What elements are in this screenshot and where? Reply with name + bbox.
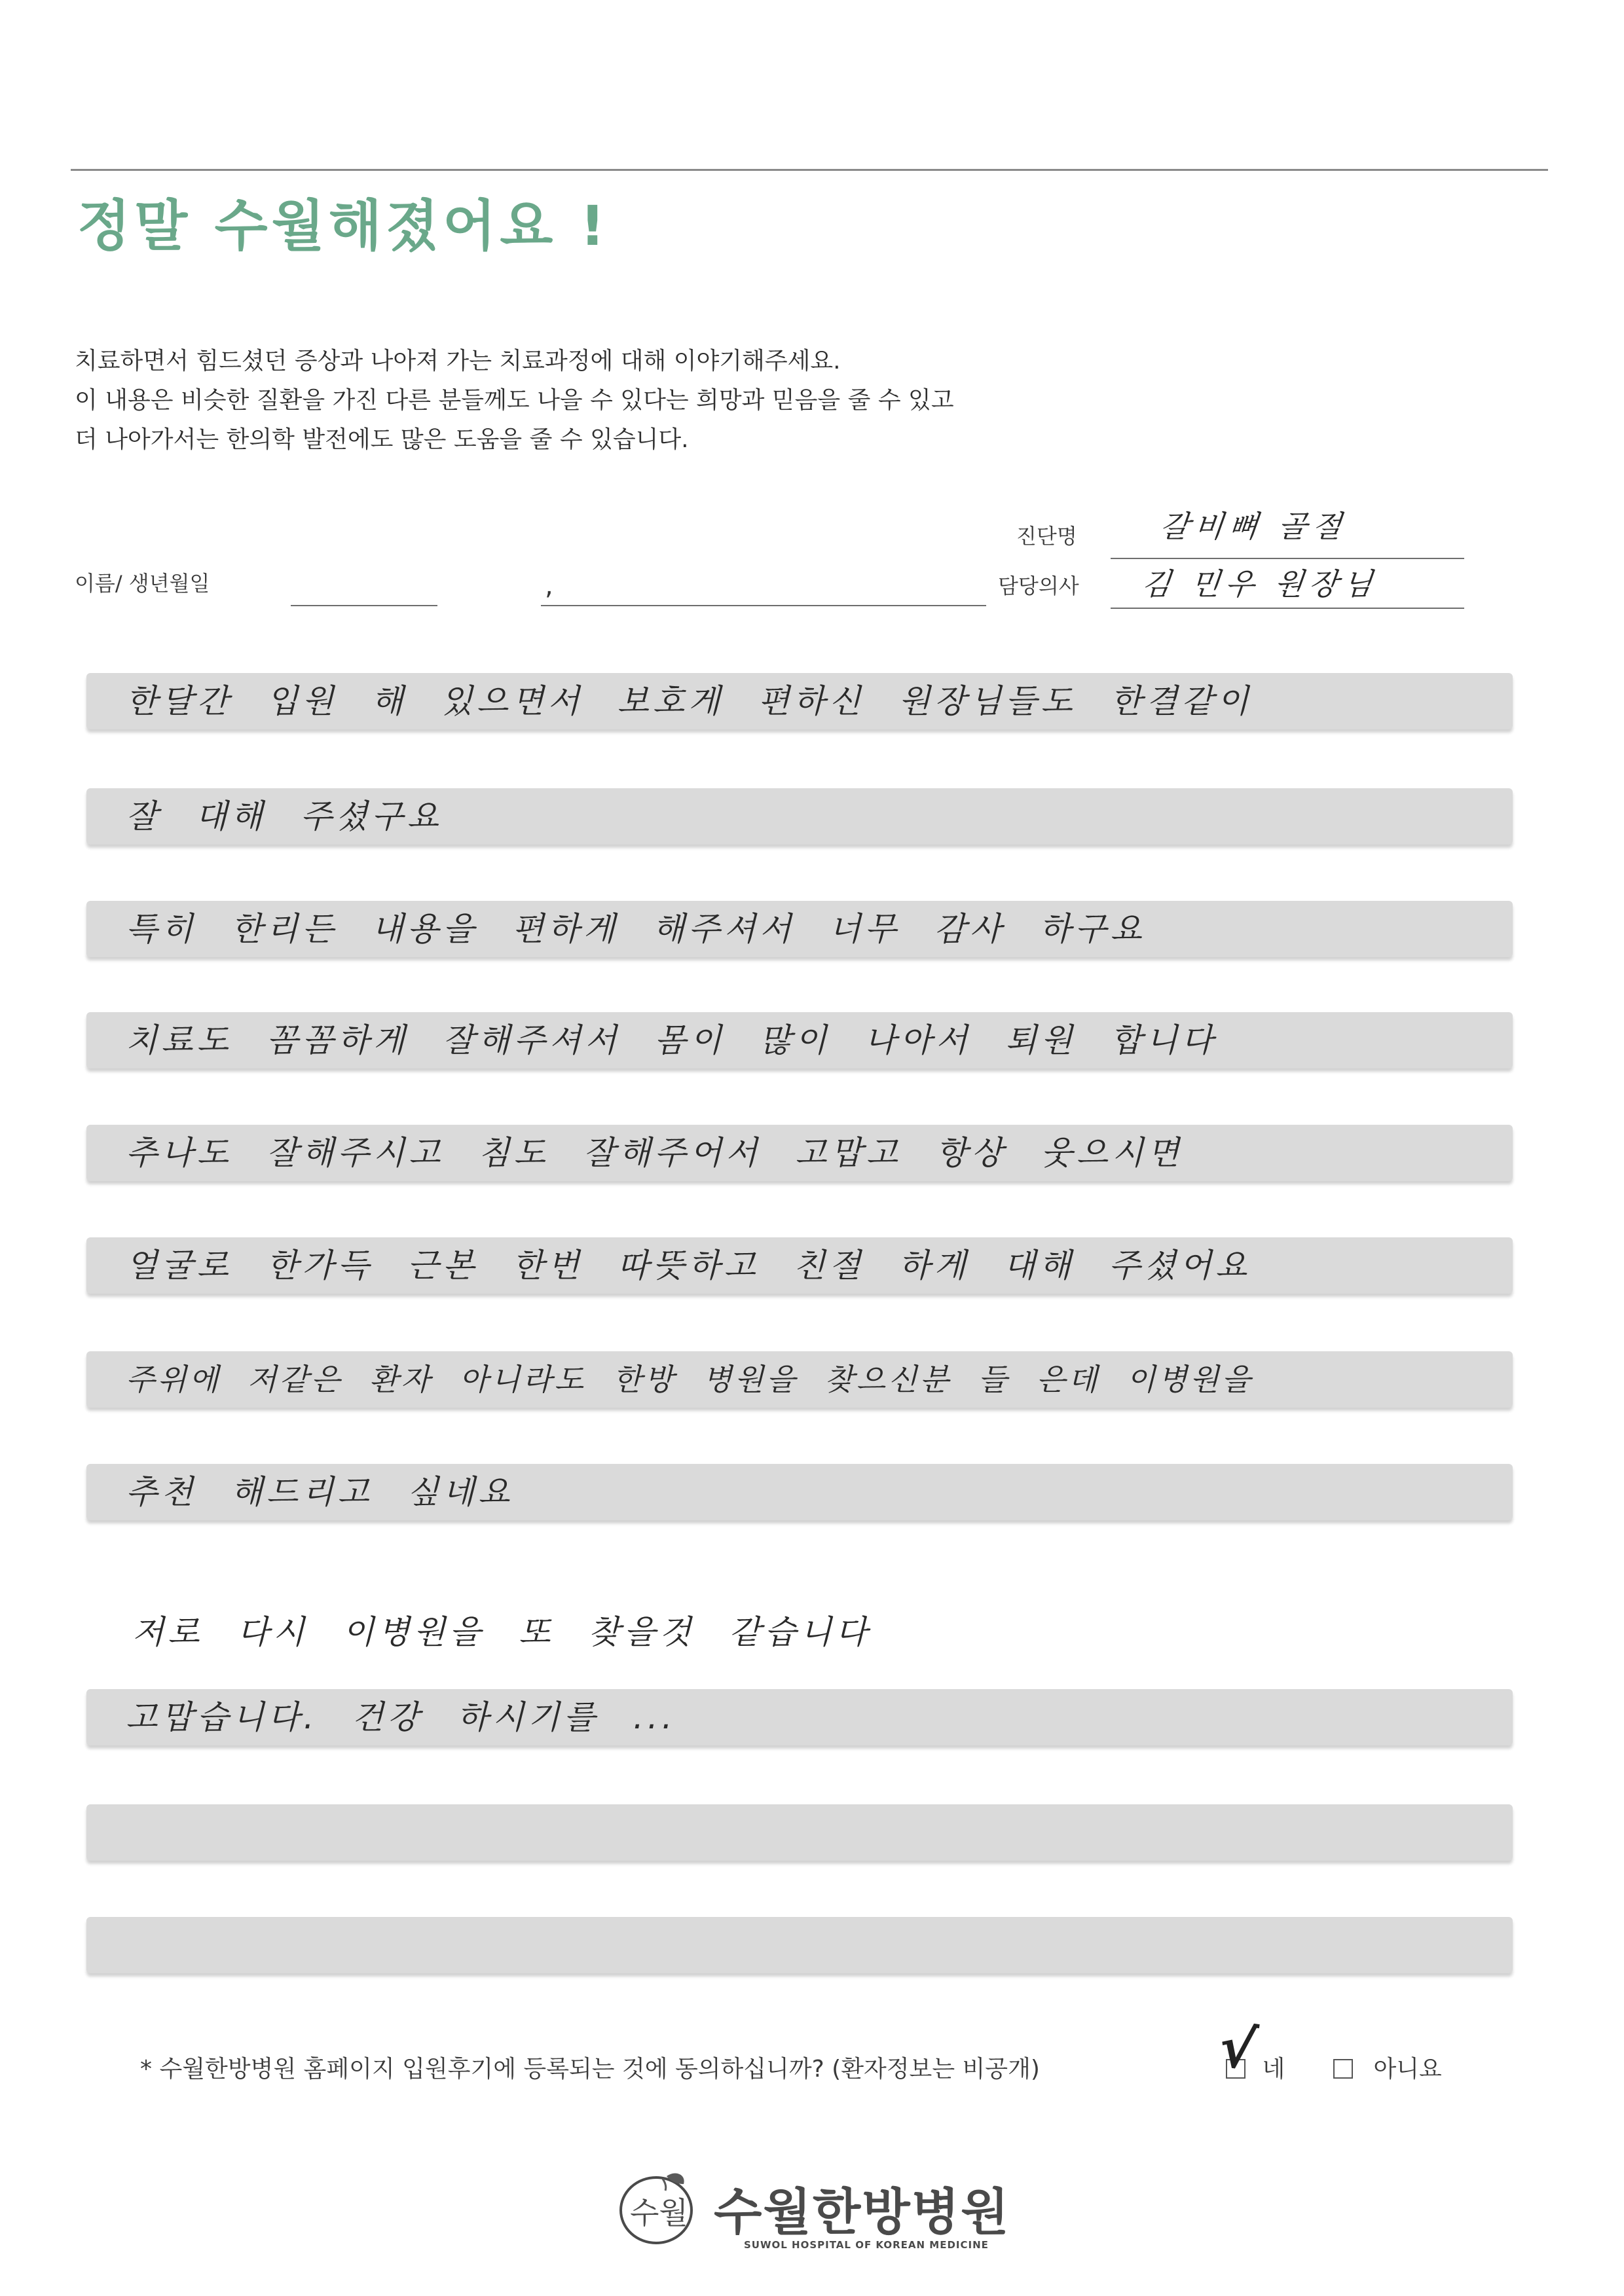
name-underline: [291, 605, 437, 606]
writing-line: [86, 673, 1513, 729]
intro-text: [75, 342, 954, 460]
writing-line: [86, 1464, 1513, 1520]
writing-line: [86, 1917, 1513, 1973]
intro-line: 더 나아가서는 한의학 발전에도 많은 도움을 줄 수 있습니다.: [75, 426, 689, 453]
page-title: 정말 수월해졌어요 !: [77, 194, 609, 258]
doctor-underline: [1111, 608, 1464, 609]
handwritten-text: 얼굴로 한가득 근본 한번 따뜻하고 친절 하게 대해 주셨어요: [126, 1247, 1251, 1285]
handwritten-text: 한달간 입원 해 있으면서 보호게 편하신 원장님들도 한결같이: [126, 682, 1253, 720]
handwritten-text: 추나도 잘해주시고 침도 잘해주어서 고맙고 항상 웃으시면: [126, 1134, 1183, 1172]
logo-subtitle: SUWOL HOSPITAL OF KOREAN MEDICINE: [744, 2239, 989, 2251]
checkmark-icon: √: [1215, 2014, 1261, 2083]
handwritten-text: 잘 대해 주셨구요: [126, 797, 443, 835]
intro-line: 이 내용은 비슷한 질환을 가진 다른 분들께도 나을 수 있다는 희망과 믿음을 줄 수 있고: [75, 387, 954, 414]
diagnosis-label: 진단명: [1016, 524, 1077, 549]
name-mark: ,: [545, 571, 553, 601]
diagnosis-underline: [1111, 558, 1464, 559]
yes-label: 네: [1262, 2056, 1285, 2083]
top-divider: [71, 169, 1548, 171]
intro-line: 치료하면서 힘드셨던 증상과 나아져 가는 치료과정에 대해 이야기해주세요.: [75, 348, 841, 374]
writing-line: [86, 788, 1513, 845]
doctor-label: 담당의사: [998, 574, 1079, 598]
name-birth-label: 이름/ 생년월일: [75, 571, 210, 596]
doctor-value: 김 민우 원장님: [1139, 566, 1380, 602]
writing-line: [86, 1012, 1513, 1068]
no-checkbox[interactable]: [1333, 2059, 1353, 2079]
birth-underline: [541, 605, 986, 606]
writing-line: [86, 1613, 1513, 1745]
diagnosis-value: 갈비뼈 골절: [1158, 509, 1349, 544]
handwritten-text: 치료도 꼼꼼하게 잘해주셔서 몸이 많이 나아서 퇴원 합니다: [126, 1021, 1217, 1059]
logo-emblem-text: 수월: [630, 2195, 688, 2231]
consent-question: * 수월한방병원 홈페이지 입원후기에 등록되는 것에 동의하십니까? (환자정보는 비공개): [140, 2056, 1040, 2083]
writing-line: [86, 1237, 1513, 1294]
logo-name: 수월한방병원: [714, 2183, 1010, 2241]
handwritten-text: 저로 다시 이병원을 또 찾을것 같습니다: [132, 1613, 872, 1651]
handwritten-text: 특히 한리든 내용을 편하게 해주셔서 너무 감사 하구요: [126, 910, 1146, 948]
handwritten-text: 주위에 저같은 환자 아니라도 한방 병원을 찾으신분 들 은데 이병원을: [126, 1362, 1253, 1397]
writing-line: [86, 1125, 1513, 1181]
handwritten-text: 고맙습니다. 건강 하시기를 ...: [126, 1698, 676, 1736]
writing-line: [86, 1351, 1513, 1408]
hospital-logo: [616, 2158, 1022, 2263]
writing-line: [86, 1804, 1513, 1861]
no-label: 아니요: [1373, 2056, 1442, 2083]
consent-no-option[interactable]: [1333, 2050, 1442, 2084]
writing-line: [86, 901, 1513, 957]
handwritten-text: 추천 해드리고 싶네요: [126, 1473, 514, 1511]
